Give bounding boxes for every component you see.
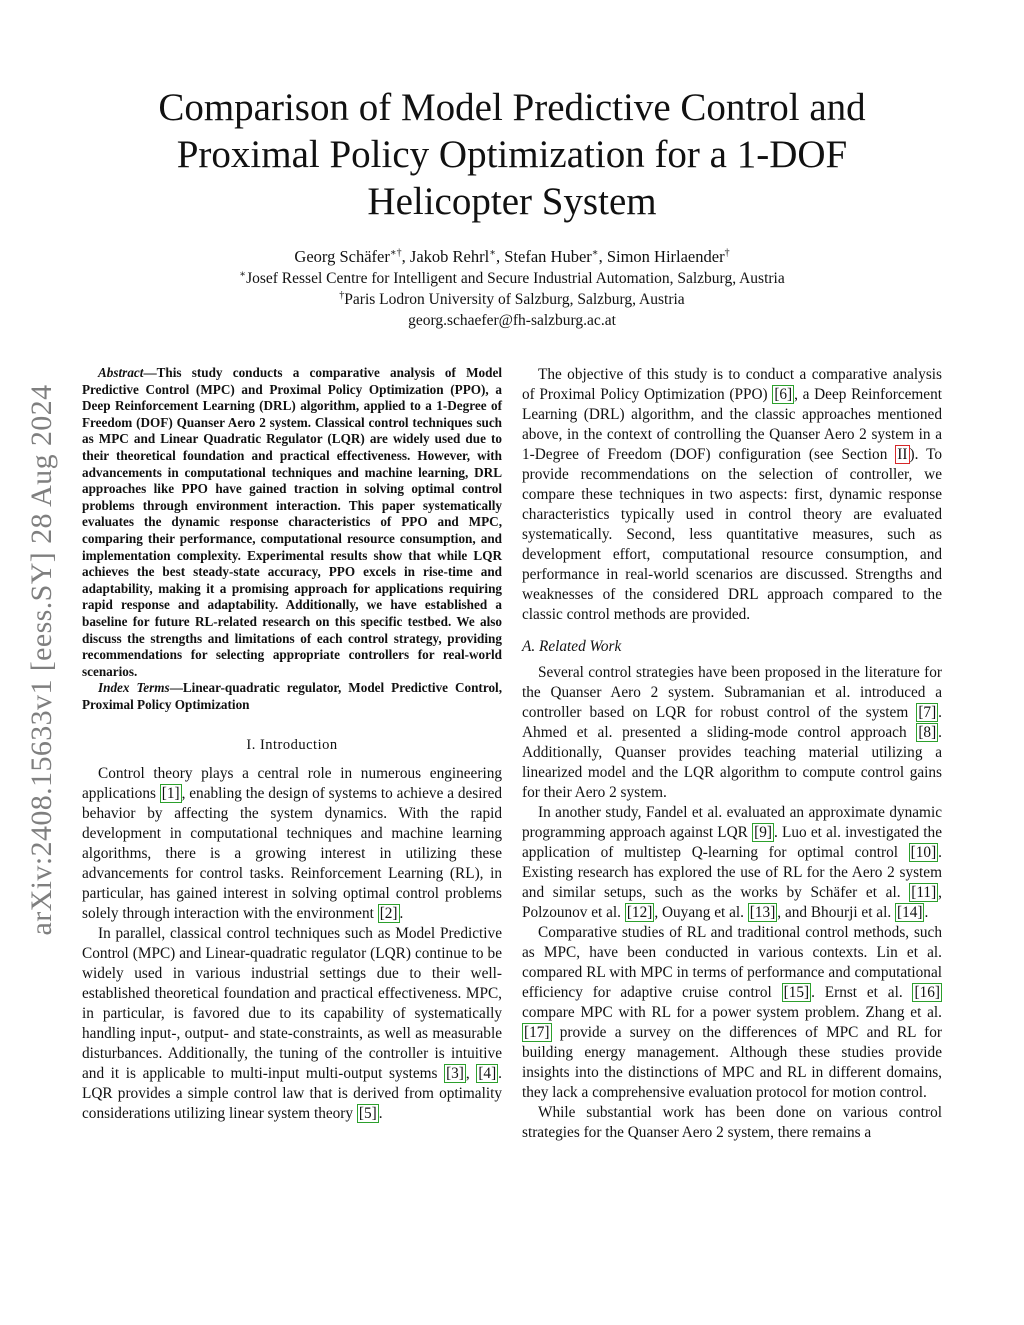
text-run: , (465, 1065, 477, 1083)
text-run: . LQR provides a simple control law that is derived from optimality considerations utilizing linear system theory (82, 1065, 502, 1123)
text-run: compare MPC with RL for a power system problem. Zhang et al. (522, 1004, 942, 1021)
author-block (112, 246, 912, 331)
text-run: In parallel, classical control techniques such as Model Predictive Control (MPC) and Linear-quadratic regulator (LQR) continue to be widely used in various industrial settings due to their well-established theoretical foundation and practical effectiveness. MPC, in particular, is favored due to its capability of systematically handling input-, output- and state-constraints, as well as measurable disturbances. Additionally, the tuning of the controller is intuitive and it is applicable to multi-input multi-output systems (82, 925, 502, 1083)
text-run: . Ernst et al. (811, 984, 913, 1001)
title-line-2: Proximal Policy Optimization for a 1-DOF (176, 133, 848, 176)
abstract-paragraph (82, 365, 502, 680)
text-run: , a Deep Reinforcement Learning (DRL) algorithm, and the classic approaches mentioned above, in the context of controlling the Quanser Aero 2 system in a 1-Degree of Freedom (DOF) configuration (see Section (522, 386, 942, 463)
affil-mark: ∗ (239, 268, 247, 280)
abstract-text: —This study conducts a comparative analysis of Model Predictive Control (MPC) and Proximal Policy Optimization (PPO), a Deep Reinforcement Learning (DRL) algorithm, applied to a 1-Degree of Freedom (DOF) Quanser Aero 2 system. Classical control techniques such as MPC and Linear Quadratic Regulator (LQR) are widely used due to their theoretical foundation and practical effectiveness. However, with advancements in computational techniques and machine learning, DRL approaches like PPO have gained traction in solving optimal control problems through environment interaction. This paper systematically evaluates the dynamic response characteristics of PPO and MPC, comparing their performance, computational resource consumption, and implementation complexity. Experimental results show that while LQR achieves the best steady-state accuracy, PPO excels in rise-time and adaptability, making it a promising approach for applications requiring rapid response and adaptability. Additionally, we have established a baseline for future RL-related research on this specific testbed. We also discuss the strengths and limitations of each control strategy, providing recommendations for selecting appropriate controllers for real-world scenarios. (82, 365, 502, 679)
text-run: ). To provide recommendations on the selection of controller, we compare these techniques in two aspects: first, dynamic response characteristics typically used in control theory are evaluated systematically. Second, less quantitative measures, such as development effort, computational resource consumption, and performance in real-world scenarios are discussed. Strengths and weaknesses of the considered DRL approach compared to the classic control methods are provided. (522, 446, 943, 623)
subsection-heading-related-work: A. Related Work (522, 638, 622, 655)
affiliation-2-text: Paris Lodron University of Salzburg, Salzburg, Austria (344, 291, 685, 308)
author-4: , Simon Hirlaender (598, 247, 725, 266)
left-column (82, 365, 502, 1124)
abstract (82, 365, 502, 713)
citation-link[interactable]: [17] (524, 1024, 550, 1041)
citation-link[interactable]: [13] (749, 904, 776, 921)
text-run: Comparative studies of RL and traditional control methods, such as MPC, have been conducted in various contexts. Lin et al. compared RL with MPC in terms of performance and computational efficiency for adaptive cruise control (522, 924, 942, 1001)
index-terms-label: Index Terms (98, 680, 170, 696)
citation-link[interactable]: [11] (911, 884, 937, 901)
citation-link[interactable]: [3] (446, 1065, 464, 1083)
citation-link[interactable]: [8] (918, 724, 937, 741)
citation-link[interactable]: [4] (478, 1065, 497, 1083)
author-names (112, 246, 912, 267)
citation-link[interactable]: [9] (754, 824, 772, 841)
section-link[interactable]: II (897, 446, 908, 463)
text-run: . Luo et al. investigated the application of multistep Q-learning for optimal control (522, 824, 942, 861)
citation-link[interactable]: [12] (626, 904, 653, 921)
affil-mark: ∗ (389, 247, 397, 259)
text-run: . (924, 904, 929, 921)
intro-paragraph-2 (82, 924, 502, 1124)
author-2: , Jakob Rehrl (401, 247, 490, 266)
affiliation-1 (112, 268, 912, 289)
citation-link[interactable]: [1] (161, 785, 180, 803)
section-heading-introduction: I. Introduction (246, 737, 338, 754)
text-run: , Polzounov et al. (522, 884, 942, 921)
author-3: , Stefan Huber (496, 247, 592, 266)
intro-paragraph-1 (82, 764, 502, 924)
text-run: , and Bhourji et al. (777, 904, 895, 921)
text-run: . (378, 1105, 383, 1123)
title-line-3: Helicopter System (367, 180, 657, 223)
arxiv-identifier-text: arXiv:2408.15633v1 [eess.SY] 28 Aug 2024 (25, 384, 58, 936)
introduction-body (82, 764, 502, 1124)
text-run: . Additionally, Quanser provides teaching material utilizing a linearized model and the LQR algorithm to compute control gains for their Aero 2 system. (522, 724, 942, 801)
text-run: Several control strategies have been proposed in the literature for the Quanser Aero 2 system. Subramanian et al. introduced a controller based on LQR for robust control of the system (522, 664, 942, 721)
index-terms-text: —Linear-quadratic regulator, Model Predictive Control, Proximal Policy Optimization (82, 680, 502, 712)
text-run: . (399, 905, 404, 923)
affil-mark: † (724, 247, 730, 259)
text-run: provide a survey on the differences of MPC and RL for building energy management. Although these studies provide insights into the distinctions of MPC and RL in different domains, they lack a comprehensive evaluation protocol for motion control. (522, 1024, 942, 1101)
related-work-paragraph-1 (522, 663, 942, 803)
text-run: , Ouyang et al. (654, 904, 748, 921)
text-run: . Ahmed et al. presented a sliding-mode control approach (522, 704, 942, 741)
affiliation-1-text: Josef Ressel Centre for Intelligent and Secure Industrial Automation, Salzburg, Austria (246, 270, 785, 287)
text-run: Control theory plays a central role in numerous engineering applications (82, 765, 502, 803)
text-run: The objective of this study is to conduct a comparative analysis of Proximal Policy Optimization (PPO) (522, 366, 942, 403)
affil-mark: † (339, 289, 345, 301)
affil-mark: ∗ (489, 247, 496, 259)
citation-link[interactable]: [6] (774, 386, 793, 403)
affil-mark: ∗ (591, 247, 599, 259)
arxiv-identifier (12, 340, 72, 980)
affil-mark: † (396, 247, 402, 259)
index-terms (82, 680, 502, 713)
text-run: In another study, Fandel et al. evaluated an approximate dynamic programming approach against LQR (522, 804, 942, 841)
citation-link[interactable]: [5] (358, 1105, 377, 1123)
affiliation-2 (112, 289, 912, 310)
text-run: . Existing research has explored the use of RL for the Aero 2 system and similar setups, such as the works by Schäfer et al. (522, 844, 942, 901)
related-work-paragraph-2 (522, 803, 942, 923)
citation-link[interactable]: [7] (918, 704, 937, 721)
citation-link[interactable]: [10] (910, 844, 937, 861)
abstract-label: Abstract (98, 365, 144, 380)
right-column (522, 365, 942, 1143)
citation-link[interactable]: [16] (914, 984, 940, 1001)
objective-paragraph (522, 365, 942, 625)
paper-title (112, 84, 912, 225)
citation-link[interactable]: [2] (379, 905, 398, 923)
title-line-1: Comparison of Model Predictive Control and (158, 86, 866, 129)
related-work-paragraph-4: While substantial work has been done on various control strategies for the Quanser Aero 2 system, there remains a (522, 1104, 942, 1141)
text-run: , enabling the design of systems to achieve a desired behavior by affecting the system dynamics. With the rapid development in computational techniques and machine learning algorithms, there is a growing interest in utilizing these advancements for control tasks. Reinforcement Learning (RL), in particular, has gained interest in solving optimal control problems solely through interaction with the environment (82, 785, 503, 923)
citation-link[interactable]: [15] (783, 984, 810, 1001)
citation-link[interactable]: [14] (896, 904, 923, 921)
author-email: georg.schaefer@fh-salzburg.ac.at (408, 312, 616, 329)
related-work-paragraph-3 (522, 923, 942, 1103)
author-1: Georg Schäfer (294, 247, 390, 266)
